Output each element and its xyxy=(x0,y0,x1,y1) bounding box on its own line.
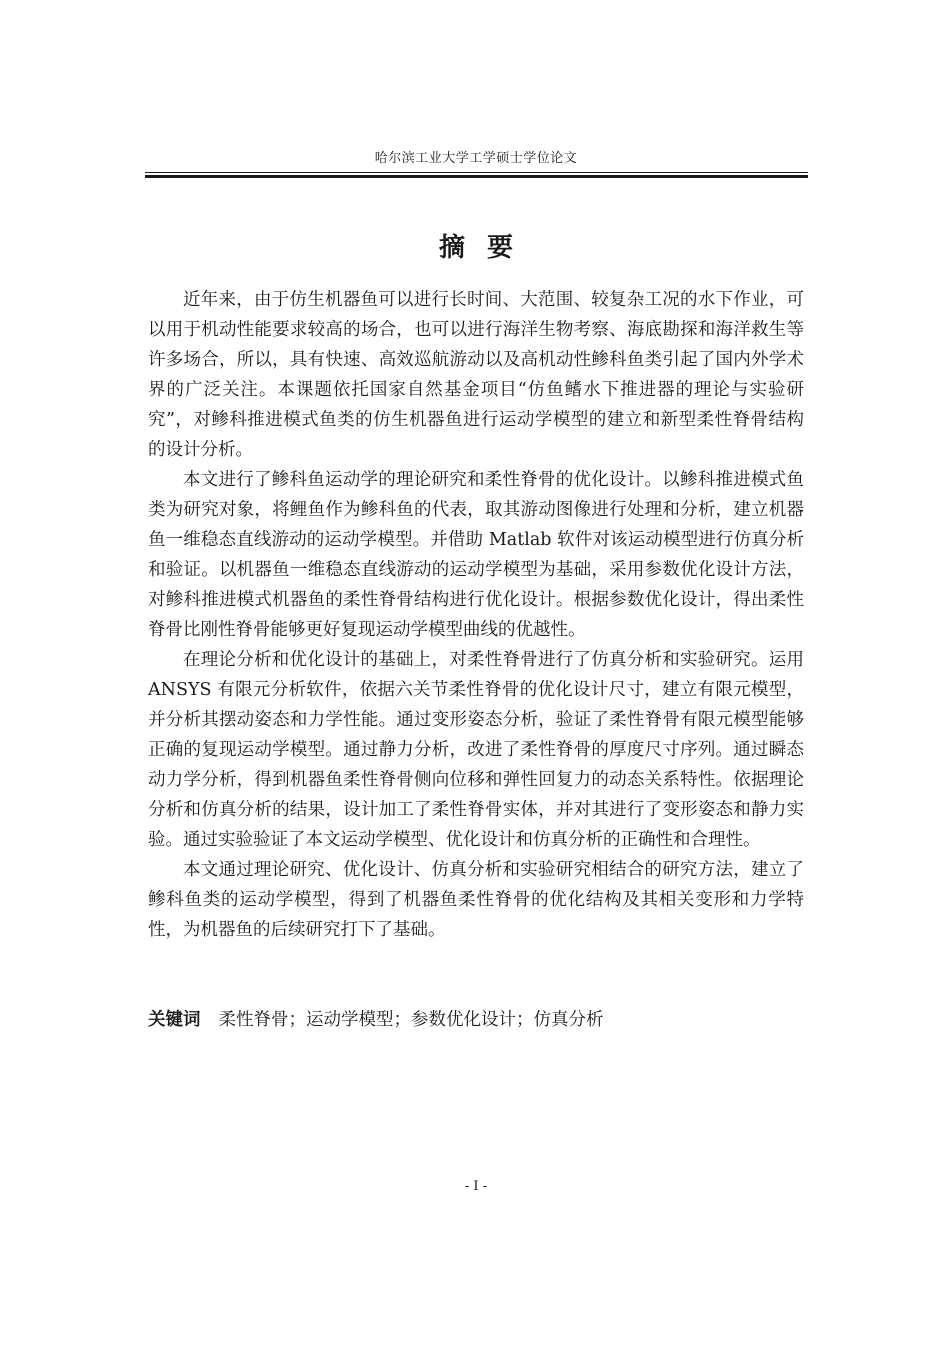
abstract-paragraph-3: 在理论分析和优化设计的基础上，对柔性脊骨进行了仿真分析和实验研究。运用 ANSYS 有限元分析软件，依据六关节柔性脊骨的优化设计尺寸，建立有限元模型，并分析其摆动姿态和力学性能。通过变形姿态分析，验证了柔性脊骨有限元模型能够正确的复现运动学模型。通过静力分析，改进了柔性脊骨的厚度尺寸序列。通过瞬态动力学分析，得到机器鱼柔性脊骨侧向位移和弹性回复力的动态关系特性。依据理论分析和仿真分析的结果，设计加工了柔性脊骨实体，并对其进行了变形姿态和静力实验。通过实验验证了本文运动学模型、优化设计和仿真分析的正确性和合理性。 xyxy=(148,650,804,850)
keywords-line xyxy=(148,1005,804,1035)
abstract-paragraph-2: 本文进行了鲹科鱼运动学的理论研究和柔性脊骨的优化设计。以鲹科推进模式鱼类为研究对象，将鲤鱼作为鲹科鱼的代表，取其游动图像进行处理和分析，建立机器鱼一维稳态直线游动的运动学模型。并借助 Matlab 软件对该运动模型进行仿真分析和验证。以机器鱼一维稳态直线游动的运动学模型为基础，采用参数优化设计方法，对鲹科推进模式机器鱼的柔性脊骨结构进行优化设计。根据参数优化设计，得出柔性脊骨比刚性脊骨能够更好复现运动学模型曲线的优越性。 xyxy=(148,470,804,640)
abstract-body xyxy=(148,285,804,945)
page-number: - I - xyxy=(464,1179,488,1194)
header-rule-thin xyxy=(145,172,808,173)
keywords-text: 柔性脊骨；运动学模型；参数优化设计；仿真分析 xyxy=(218,1010,604,1030)
abstract-title: 摘要 xyxy=(438,233,535,263)
abstract-paragraph-1: 近年来，由于仿生机器鱼可以进行长时间、大范围、较复杂工况的水下作业，可以用于机动性能要求较高的场合，也可以进行海洋生物考察、海底勘探和海洋救生等许多场合，所以，具有快速、高效巡航游动以及高机动性鲹科鱼类引起了国内外学术界的广泛关注。本课题依托国家自然基金项目“仿鱼鳍水下推进器的理论与实验研究”，对鲹科推进模式鱼类的仿生机器鱼进行运动学模型的建立和新型柔性脊骨结构的设计分析。 xyxy=(148,290,804,460)
abstract-paragraph-4: 本文通过理论研究、优化设计、仿真分析和实验研究相结合的研究方法，建立了鲹科鱼类的运动学模型，得到了机器鱼柔性脊骨的优化结构及其相关变形和力学特性，为机器鱼的后续研究打下了基础。 xyxy=(148,860,804,940)
keywords-label: 关键词 xyxy=(148,1010,201,1030)
running-header: 哈尔滨工业大学工学硕士学位论文 xyxy=(374,151,578,166)
header-rule-thick xyxy=(145,175,808,178)
